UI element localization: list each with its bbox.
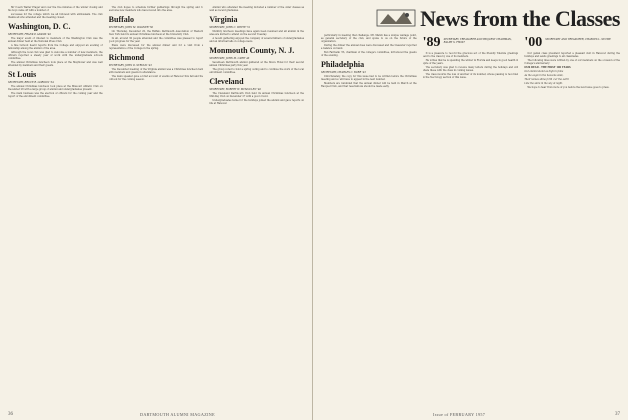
section-heading: Virginia bbox=[209, 15, 238, 24]
class-heading bbox=[524, 36, 620, 50]
class-year: '89 bbox=[422, 35, 441, 50]
section-secretary: SECRETARY AND TREASURER, CHARLES L. STOWE bbox=[545, 38, 611, 41]
page-number: 37 bbox=[615, 412, 620, 417]
section-heading: Monmouth County, N. J. bbox=[209, 46, 295, 55]
class-heading bbox=[423, 36, 519, 50]
section-secretary: SECRETARY, TREASURER AND BEQUEST CHAIRMAN, RALPH S. FROST bbox=[443, 38, 512, 44]
section-secretary: SECRETARY, JOHN M. WAGNER '50 bbox=[108, 26, 154, 29]
class-year: '00 bbox=[524, 35, 543, 50]
poem-title: OUR DEAD - THE FIRST 100 YEARS bbox=[524, 66, 571, 69]
college-emblem-icon bbox=[376, 6, 416, 28]
section-secretary: SECRETARY, FRANK P. ADAMS '40 bbox=[8, 33, 51, 36]
section-secretary: SECRETARY, JOHN C. WHITE '51 bbox=[209, 26, 251, 29]
section-heading: Philadelphia bbox=[321, 60, 365, 69]
section-secretary: SECRETARY, ROBERT W. MCMULLEN '40 bbox=[209, 88, 261, 91]
section-heading: Cleveland bbox=[209, 77, 244, 86]
section-heading: Washington, D. C. bbox=[8, 22, 71, 31]
class-poem bbox=[524, 66, 620, 85]
left-column-2: The club hopes to schedule further gatherings through the spring and to welcome new members who have moved into the area. Buffalo SECRETARY, JOHN M. WAGNER '50 On Thursday, December 20, the Buffalo Dartmouth Association of Western New York held its annual Christmas luncheon at the University Club. In all, around 30 people attended and the committee was pleased to report good progress for the year. Plans were discussed for the annual dinner and for a visit from a representative of the College in the spring. Richmond SECRETARY, JOHN D. STROUD '43 The December meeting of the Virginia alumni was a Christmas luncheon held with members and guests in attendance. The main speaker gave a brief account of events at Hanover this fall and the outlook for the coming season. bbox=[108, 6, 204, 81]
footer-text: DARTMOUTH ALUMNI MAGAZINE bbox=[140, 412, 215, 417]
section-secretary: SECRETARY, JOHN M. CARR '46 bbox=[209, 57, 250, 60]
right-column-1: particularly in meeting that challenge. Mr. Marsh has a unique vantage point, as general secretary of the club, and spoke to us on the future of the organization. During the dinner the annual dues were discussed and the treasurer reported a balance on hand. Bob Fairbank '33, chairman of the college's committee, introduced the guests of the evening. Philadelphia SECRETARY, CHARLES C. BURR '43 Unfortunately, the copy for this issue had to be written before the Christmas meeting and so will have to appear in the next number. Members are reminded that the annual dinner will be held in March at the Racquet Club, and that reservations should be made early. bbox=[321, 34, 417, 88]
section-heading: St Louis bbox=[8, 70, 37, 79]
section-heading: Richmond bbox=[108, 53, 145, 62]
classes-banner bbox=[376, 6, 620, 32]
right-page bbox=[313, 0, 628, 420]
right-column-2: '89 SECRETARY, TREASURER AND BEQUEST CHAIRMAN, RALPH S. FROST It is a pleasure to record the gracious act of the friendly Yuletide greetings sent to the class by one of its members. He writes that he is spending the winter in Florida and keeps in good health in spite of the years. The secretary was glad to receive many letters during the holidays and will share these with the class in coming issues. The class mourns the loss of another of its number, whose passing is recorded in the Necrology section of this issue. bbox=[422, 35, 519, 79]
section-secretary: SECRETARY, CHARLES C. BURR '43 bbox=[321, 71, 366, 74]
section-secretary: SECRETARY, BRUCE R. GORDON '34 bbox=[8, 81, 54, 84]
poem-line: As the eagle in the heavens wide, bbox=[524, 74, 564, 77]
section-heading: Buffalo bbox=[108, 15, 135, 24]
banner-title: News from the Classes bbox=[420, 6, 620, 31]
left-page bbox=[0, 0, 313, 420]
right-column-3: '00 SECRETARY AND TREASURER, CHARLES L. STOWE Our genial class president reported a pleasant visit in Hanover during the holidays and sends greetings to all classmates. The following lines were written by one of our members on the occasion of the College's anniversary: OUR DEAD - THE FIRST 100 YEARS Our alumni stand as high in fame As the eagle in the heavens wide, Their names shine forth o'er the earth Like the stars in the sky at night. We hope to hear from more of you before the next issue goes to press. bbox=[524, 35, 621, 89]
left-column-3: Alumni who attended the meeting included a number of the older classes as well as recent graduates. Virginia SECRETARY, JOHN C. WHITE '51 Monthly luncheon meetings have again been resumed and all alumni in the area are invited to attend on the second Tuesday. A recent gathering enjoyed the company of several fathers of undergraduates and an informal talk on college news. Monmouth County, N. J. SECRETARY, JOHN M. CARR '46 Seventeen Dartmouth alumni gathered at the Shore Hotel for their second annual Christmas party this year. The group voted to hold a spring outing and to continue the work of the local enrollment committee. Cleveland SECRETARY, ROBERT W. MCMULLEN '40 The Cleveland Dartmouth Club held its annual Christmas luncheon at the Mid-Day Club on December 27 with a good crowd. Undergraduates home for the holidays joined the alumni and gave reports on life at Hanover. bbox=[209, 6, 305, 105]
page-number: 36 bbox=[8, 412, 13, 417]
left-column-1: Mr Coach Walter Prager and over the five minutes of the winter closing and his boys came off with a number of successes for the college which we all followed with enthusiasm. The club thanks all who attended and the meeting closed. Washington, D. C. SECRETARY, FRANK P. ADAMS '40 The major event of interest to members of the Washington Club was the annual dinner held at the National Press Club. A fine turnout heard reports from the College and enjoyed an evening of fellowship among the alumni of the area. Although the local club was glad to welcome a number of new members, the officers reported a steady year of work with the undergraduate schools committee. The annual Christmas luncheon took place at the Mayflower and was well attended by members and their guests. St Louis SECRETARY, BRUCE R. GORDON '34 The annual Christmas luncheon took place at the Missouri Athletic Club on December 28 with a large group of alumni and undergraduates present. The main business was the election of officers for the coming year and the report of the enrollment committee. bbox=[8, 6, 103, 98]
poem-line: Our alumni stand as high in fame bbox=[524, 70, 564, 73]
poem-line: Their names shine forth o'er the earth bbox=[524, 78, 569, 81]
section-secretary: SECRETARY, JOHN D. STROUD '43 bbox=[108, 64, 152, 67]
poem-line: Like the stars in the sky at night. bbox=[524, 82, 563, 85]
footer-text: Issue of FEBRUARY 1957 bbox=[433, 412, 486, 417]
